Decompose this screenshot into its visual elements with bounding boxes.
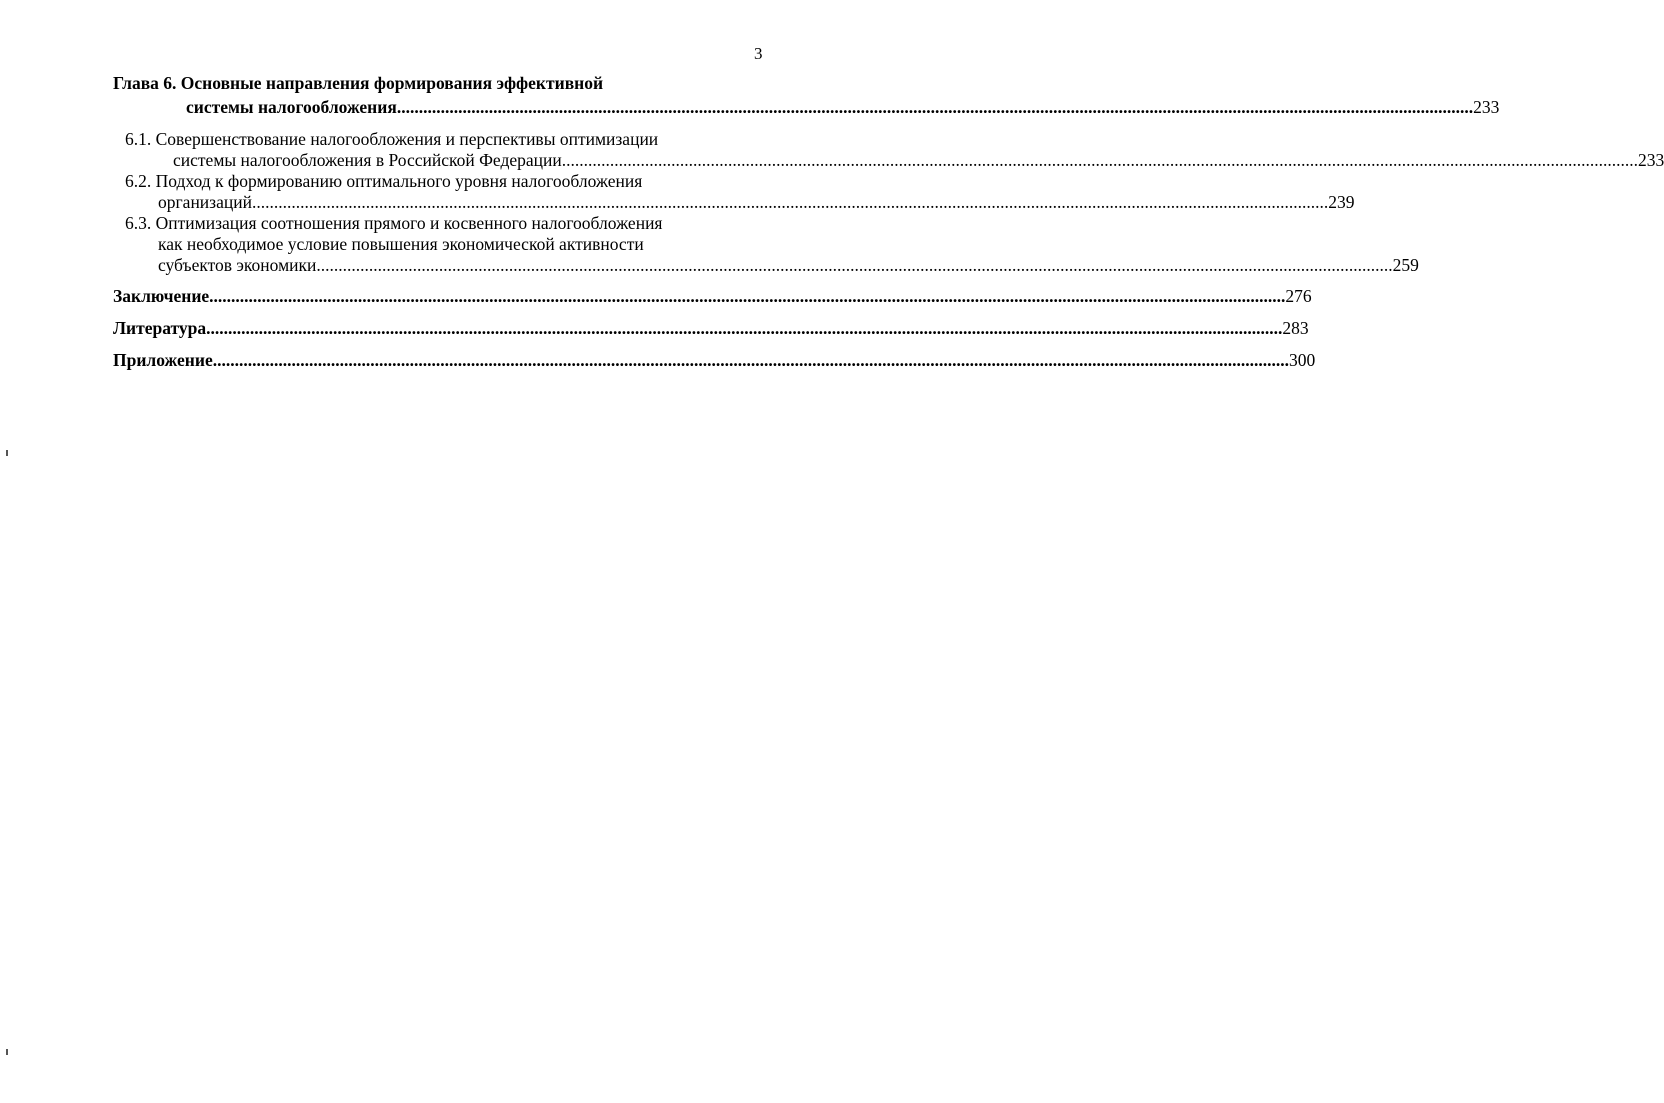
conclusion-entry[interactable] — [113, 285, 1312, 307]
leader-dots: ...................................................................................................................................................................................................................................................... — [251, 192, 1329, 212]
chapter-entry[interactable] — [186, 96, 1500, 118]
literature-label: Литература — [113, 318, 207, 338]
section-6-1-title-continuation: системы налогообложения в Российской Федерации — [173, 150, 562, 170]
conclusion-label: Заключение — [113, 286, 210, 306]
section-6-3-title-line-2: как необходимое условие повышения экономической активности — [158, 234, 644, 254]
scan-mark — [6, 450, 8, 456]
section-6-3-page-number: 259 — [1392, 255, 1419, 275]
section-6-2-title-line: 6.2. Подход к формированию оптимального уровня налогообложения — [125, 171, 643, 191]
leader-dots: ...................................................................................................................................................................................................................................................... — [561, 150, 1638, 170]
leader-dots: ...................................................................................................................................................................................................................................................... — [209, 286, 1286, 306]
section-6-1-page-number: 233 — [1637, 150, 1664, 170]
leader-dots: ...................................................................................................................................................................................................................................................... — [316, 255, 1393, 275]
leader-dots: ...................................................................................................................................................................................................................................................... — [396, 97, 1474, 117]
section-6-3-title-continuation: субъектов экономики — [158, 255, 317, 275]
conclusion-page-number: 276 — [1285, 286, 1312, 306]
section-6-2-title-continuation: организаций — [158, 192, 252, 212]
section-6-1-title-line: 6.1. Совершенствование налогообложения и перспективы оптимизации — [125, 129, 659, 149]
page-number: 3 — [754, 44, 763, 63]
section-6-3-title-line: 6.3. Оптимизация соотношения прямого и косвенного налогообложения — [125, 213, 663, 233]
section-6-2-entry[interactable] — [158, 191, 1355, 213]
chapter-title-line: Глава 6. Основные направления формирования эффективной — [113, 73, 604, 93]
appendix-entry[interactable] — [113, 349, 1316, 371]
section-6-2-page-number: 239 — [1328, 192, 1355, 212]
leader-dots: ...................................................................................................................................................................................................................................................... — [212, 350, 1289, 370]
literature-entry[interactable] — [113, 317, 1309, 339]
section-6-1-entry[interactable] — [173, 149, 1664, 171]
section-6-3-entry[interactable] — [158, 254, 1419, 276]
literature-page-number: 283 — [1282, 318, 1309, 338]
appendix-label: Приложение — [113, 350, 213, 370]
leader-dots: ...................................................................................................................................................................................................................................................... — [206, 318, 1283, 338]
scan-mark — [6, 1049, 8, 1055]
chapter-page-number: 233 — [1473, 97, 1500, 117]
chapter-title-continuation: системы налогообложения — [186, 97, 397, 117]
appendix-page-number: 300 — [1288, 350, 1316, 370]
